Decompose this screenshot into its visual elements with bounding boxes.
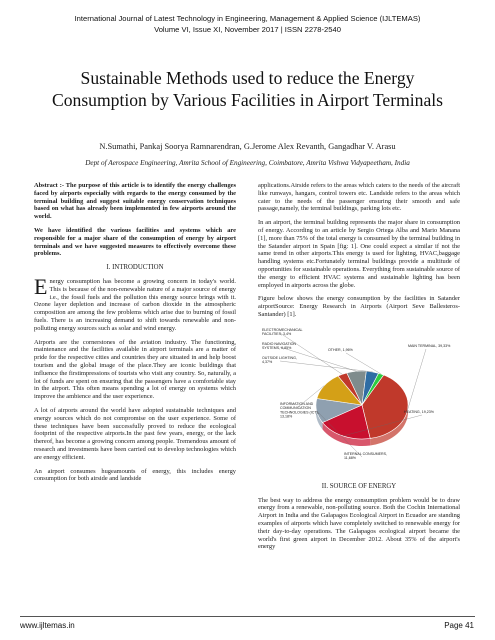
pie-slice-label: RADIO NAVIGATION SYSTEMS, 6,85% [262, 341, 297, 350]
body-paragraph-4: The best way to address the energy consumption problem would be to draw energy from a renewable, non-polluting source. Both the Cochin International Airport in India and the Galapagos Ecological Airport in Ecuador are standing examples of airports which have completely switched to renewable energy for their day-to-day operations. The Galapagos ecological airport became the world's first green airport in December 2012. About 35% of the airport's energy [258, 496, 460, 551]
pie-slice-label: MAIN TERMINAL, 39,33% [408, 343, 451, 348]
figure-caption: Figure below shows the energy consumption by the facilities in Satander airportSource: Energy Research in Airports (Airport Seve Ballesteros-Santander) [1]. [258, 295, 460, 318]
pie-slice-label: INTERNAL CONSUMERS, 11,68% [344, 451, 387, 460]
pie-leader-line [280, 361, 373, 372]
abstract: Abstract :- The purpose of this article is to identify the energy challenges faced by airports especially with regards to the energy consumed by the terminal building and suggest suitable energy conservation techniques based on what has already been implemented in few airports around the world. [34, 182, 236, 221]
pie-slice-label: INFORMATION AND COMMUNICATION TECHNOLOGIES (ICT), 13,18% [280, 401, 319, 419]
section-heading-introduction: I. INTRODUCTION [106, 264, 164, 272]
footer-url[interactable]: www.ijltemas.in [20, 621, 75, 630]
intro-paragraph-4: An airport consumes hugeamounts of energy, this includes energy consumption for both airside and landside [34, 467, 236, 483]
abstract-summary: We have identified the various facilities and systems which are responsible for a major share of the consumption of energy by airport terminals and we have suggested measures to effectively overcome these problems. [34, 226, 236, 258]
intro-paragraph-2: Airports are the cornerstones of the aviation industry. The functioning, maintenance and the facilities available in airport terminals are a matter of pride for the respective cities and countries they are situated in and help boost tourism and the global image of the place.They are iconic buildings that influence the firstimpressions of tourists who visit any country. So, naturally, a lot of funds are spent on ensuring that the passengers have a comfortable stay in the airport. This often means spending a lot of energy on systems which improve the ambience and the user experience. [34, 338, 236, 401]
pie-slice-label: ELECTROMECHANICAL FACILITIES, 3,4% [262, 327, 303, 336]
pie-slice-label: OUTSIDE LIGHTING, 4,37% [262, 355, 297, 364]
pie-leader-line [407, 349, 426, 410]
intro-paragraph-1-text: nergy consumption has become a growing concern in today's world. This is because of the non-renewable nature of a major source of energy i.e., the fossil fuels and the pollution this energy source brings with it. Ozone layer depletion and increase of carbon dioxide in the atmospheric composition are among the few problems which arise due to burning of fossil fuels. There is an increasing demand to shift towards renewable and non-polluting energy sources such as solar and wind energy. [34, 277, 236, 332]
journal-header [0, 13, 495, 35]
body-paragraph-1: applications.Airside refers to the areas which caters to the needs of the aircraft like runways, hangars, control towers etc. Landside refers to the areas which cater to the needs of the passenger ensuring their smooth and safe passage,namely, the terminal buildings, parking lots etc. [258, 182, 460, 213]
journal-name: International Journal of Latest Technology in Engineering, Management & Applied Science (IJLTEMAS) [74, 14, 421, 23]
footer-rule [20, 616, 475, 617]
left-column [34, 182, 236, 489]
pie-slice-label: HEATING, 19,23% [404, 409, 434, 414]
right-column [258, 182, 460, 557]
page-number: Page 41 [444, 621, 474, 630]
pie-chart-svg [258, 325, 460, 473]
energy-pie-chart [258, 325, 460, 473]
intro-paragraph-1 [34, 273, 236, 333]
pie-slice-label: OTHER, 1,96% [328, 347, 353, 352]
section-heading-source-of-energy: II. SOURCE OF ENERGY [321, 482, 397, 490]
journal-issue: Volume VI, Issue XI, November 2017 | ISSN 2278-2540 [154, 25, 341, 34]
paper-authors: N.Sumathi, Pankaj Soorya Ramnarendran, G.Jerome Alex Revanth, Gangadhar V. Arasu [99, 142, 396, 151]
paper-title: Sustainable Methods used to reduce the Energy Consumption by Various Facilities in Airport Terminals [51, 68, 444, 110]
paper-affiliation: Dept of Aerospace Engineering, Amrita School of Engineering, Coimbatore, Amrita Vishwa Vidyapeetham, India [85, 159, 410, 167]
intro-paragraph-3: A lot of airports around the world have adopted sustainable techniques and energy sources which do not compromise on the user experience. Some of these techniques have been successfully proved to reduce the ecological footprint of the respective airports.In the past few years, energy, or the lack thereof, has become a growing concern among people. Tremendous amount of research and investments have been carried out to develop technologies which are energy efficient. [34, 406, 236, 461]
pie-leader-line [280, 333, 342, 374]
drop-cap: E [34, 273, 48, 299]
body-paragraph-2: In an airport, the terminal building represents the major share in consumption of energy. According to an article by Sergio Ortega Alba and Mario Manana [1], more than 75% of the total energy is consumed by the terminal building in the Satander airport in Spain [fig: 1]. One could expect a similar if not the same trend in other airports.This energy is used for lighting, HVAC,baggage handling systems etc.Fortunately terminal buildings provide a multitude of opportunities for sustainable operations. Everything from sustainable source of the energy to efficient HVAC systems and sustainable lighting has been employed in airports across the globe. [258, 219, 460, 289]
